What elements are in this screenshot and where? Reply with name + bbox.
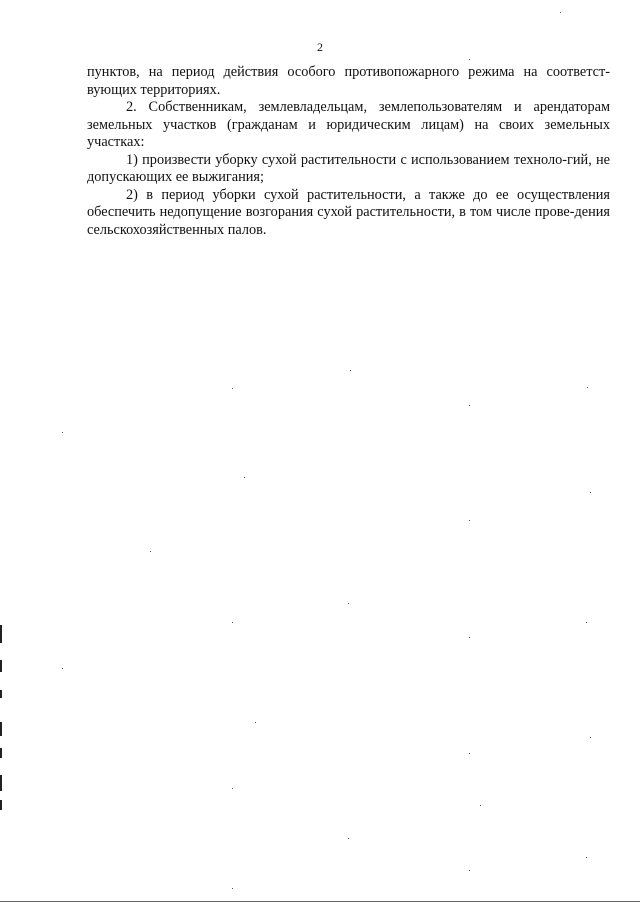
scan-speck xyxy=(150,551,151,552)
scan-speck xyxy=(255,722,256,723)
scan-edge-mark xyxy=(0,800,2,810)
scan-edge-mark xyxy=(0,775,2,791)
paragraph-subitem-1: 1) произвести уборку сухой растительности с использованием техноло-гий, не допускающих ее выжигания; xyxy=(87,151,610,185)
scan-speck xyxy=(62,432,63,433)
scan-speck xyxy=(586,622,587,623)
scan-speck xyxy=(232,622,233,623)
scan-speck xyxy=(560,12,561,13)
paragraph-item-2: 2. Собственникам, землевладельцам, землепользователям и арендаторам земельных участков (гражданам и юридическим лицам) на своих земельных участках: xyxy=(87,99,610,150)
paragraph-subitem-2: 2) в период уборки сухой растительности, а также до ее осуществления обеспечить недопущение возгорания сухой растительности, в том числе прове-дения сельскохозяйственных палов. xyxy=(87,186,610,238)
scan-speck xyxy=(469,59,470,60)
scan-speck xyxy=(232,788,233,789)
scan-edge-mark xyxy=(0,690,2,698)
scan-speck xyxy=(469,405,470,406)
scan-edge-mark xyxy=(0,625,2,643)
scan-speck xyxy=(350,370,351,371)
scan-speck xyxy=(348,838,349,839)
scan-speck xyxy=(480,805,481,806)
scan-speck xyxy=(469,870,470,871)
document-body xyxy=(87,64,610,239)
scan-edge-mark xyxy=(0,722,2,736)
scan-speck xyxy=(586,857,587,858)
scan-speck xyxy=(469,637,470,638)
scan-bottom-edge xyxy=(0,901,640,902)
paragraph-continuation: пунктов, на период действия особого противопожарного режима на соответст-вующих территориях. xyxy=(87,64,610,98)
scan-speck xyxy=(244,477,245,478)
scan-speck xyxy=(469,520,470,521)
scan-speck xyxy=(469,753,470,754)
scan-speck xyxy=(587,387,588,388)
scan-speck xyxy=(348,603,349,604)
scan-speck xyxy=(232,888,233,889)
scan-edge-mark xyxy=(0,660,2,672)
scan-speck xyxy=(590,492,591,493)
scan-speck xyxy=(62,668,63,669)
scan-speck xyxy=(232,388,233,389)
page-number: 2 xyxy=(317,40,323,54)
scan-speck xyxy=(590,737,591,738)
scan-edge-mark xyxy=(0,748,2,758)
